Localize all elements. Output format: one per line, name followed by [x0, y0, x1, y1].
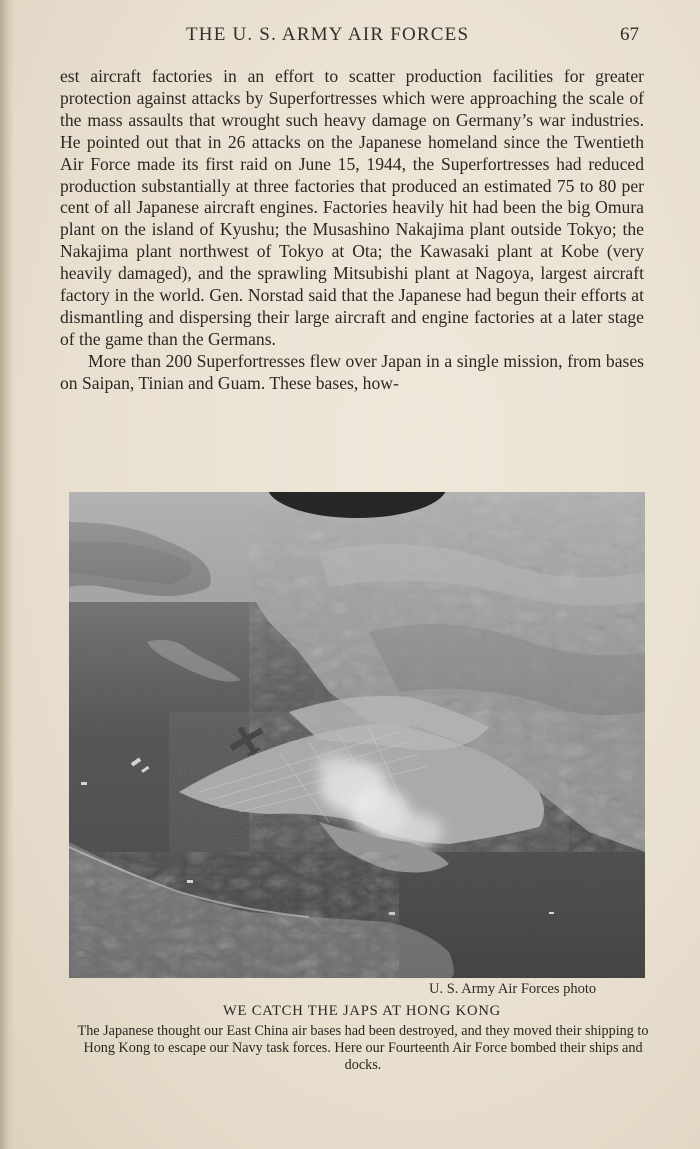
caption-title	[0, 1003, 700, 1020]
running-head	[0, 22, 700, 48]
body-text	[60, 66, 644, 395]
running-title: THE U. S. ARMY AIR FORCES	[186, 24, 470, 45]
aerial-photo-hong-kong	[69, 492, 645, 978]
caption-title-text: WE CATCH THE JAPS AT HONG KONG	[222, 1003, 502, 1019]
caption-text: The Japanese thought our East China air bases had been destroyed, and they moved their shipping to Hong Kong to escape our Navy task forces. Here our Fourteenth Air Force bombed their ships and docks.	[77, 1023, 649, 1073]
paragraph: More than 200 Superfortresses flew over Japan in a single mission, from bases on Saipan, Tinian and Guam. These bases, how-	[60, 350, 644, 393]
photo-credit: U. S. Army Air Forces photo	[429, 981, 597, 997]
paragraph-continued: est aircraft factories in an effort to scatter production facilities for greater protection against attacks by Superfortresses which were approaching the scale of the mass assaults that wrought such heavy damage on Germany’s war industries. He pointed out that in 26 attacks on the Japanese homeland since the Twentieth Air Force made its first raid on June 15, 1944, the Superfortresses had reduced production substantially at three factories that produced an estimated 75 to 80 per cent of all Japanese aircraft engines. Factories heavily hit had been the big Omura plant on the island of Kyushu; the Musashino Nakajima plant outside Tokyo; the Nakajima plant northwest of Tokyo at Ota; the Kawasaki plant at Kobe (very heavily damaged), and the sprawling Mitsubishi plant at Nagoya, largest aircraft factory in the world. Gen. Norstad said that the Japanese had begun their efforts at dismantling and dispersing their large aircraft and engine factories at a later stage of the game than the Germans.	[60, 66, 644, 349]
page-gutter-shadow	[0, 0, 14, 1149]
page-number: 67	[620, 24, 639, 45]
